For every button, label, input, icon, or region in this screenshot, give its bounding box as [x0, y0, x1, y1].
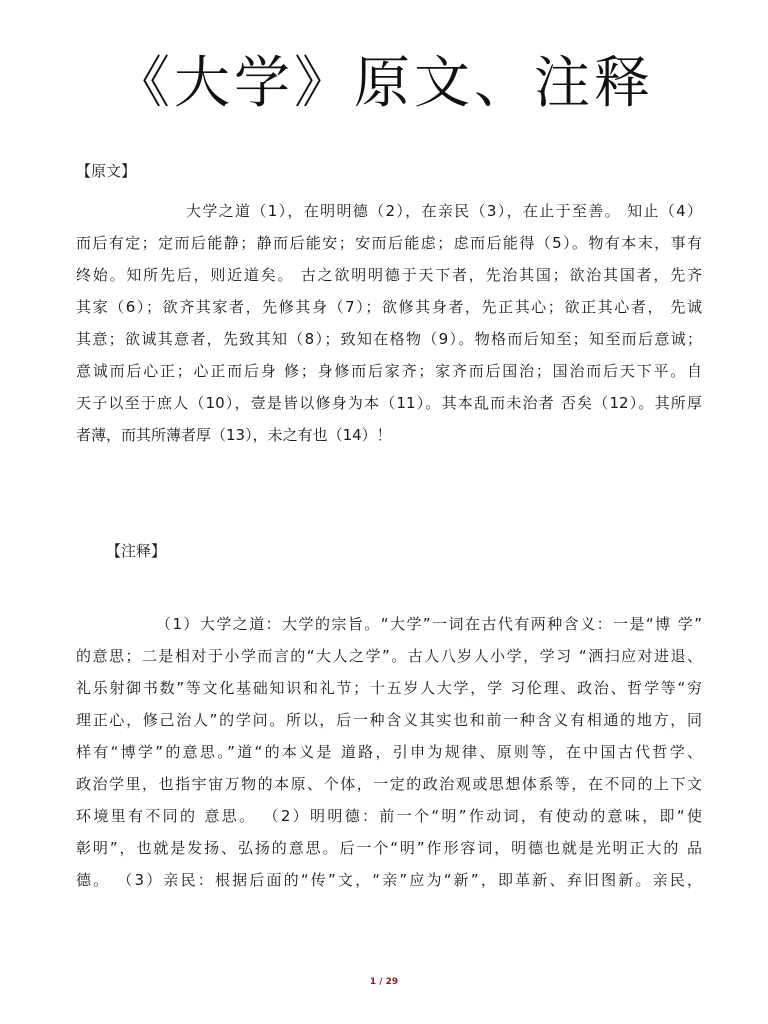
original-text [76, 195, 702, 451]
text-line: 而后有定；定而后能静；静而后能安；安而后能虑；虑而后能得（5）。物有本末，事有 [76, 234, 702, 252]
page-number: 1 / 29 [369, 977, 399, 987]
text-line: 样有“博学”的意思。”道“的本义是 道路，引申为规律、原则等，在中国古代哲学、 [76, 743, 702, 761]
text-line: （1）大学之道：大学的宗旨。“大学”一词在古代有两种含义：一是“博 学” [156, 615, 702, 633]
notes-text [76, 608, 702, 896]
section-heading-original: 【原文】 [76, 162, 137, 180]
text-line: 的意思；二是相对于小学而言的“大人之学”。古人八岁人小学，学习 “洒扫应对进退、 [76, 647, 702, 665]
text-line: 环境里有不同的 意思。 （2）明明德：前一个“明”作动词，有使动的意味，即“使 [76, 807, 702, 825]
text-line: 彰明”，也就是发扬、弘扬的意思。后一个“明”作形容词，明德也就是光明正大的 品 [76, 839, 702, 857]
text-line: 意诚而后心正；心正而后身 修；身修而后家齐；家齐而后国治；国治而后天下平。自 [76, 362, 702, 380]
text-line: 理正心，修己治人”的学问。所以，后一种含义其实也和前一种含义有相通的地方，同 [76, 711, 702, 729]
text-line: 天子以至于庶人（10），壹是皆以修身为本（11）。其本乱而未治者 否矣（12）。其所厚 [76, 394, 702, 412]
page-title: 《大学》原文、注释 [114, 51, 654, 116]
text-line: 大学之道（1），在明明德（2），在亲民（3），在止于至善。 知止（4） [186, 202, 702, 220]
text-line: 者薄，而其所薄者厚（13），未之有也（14）！ [76, 426, 392, 444]
text-line: 政治学里，也指宇宙万物的本原、个体，一定的政治观或思想体系等，在不同的上下文 [76, 775, 702, 793]
text-line: 终始。知所先后，则近道矣。 古之欲明明德于天下者，先治其国；欲治其国者，先齐 [76, 266, 702, 284]
text-line: 德。 （3）亲民：根据后面的“传”文，“亲”应为“新”，即革新、弃旧图新。亲民， [76, 871, 702, 889]
text-line: 其意；欲诚其意者，先致其知（8）；致知在格物（9）。物格而后知至；知至而后意诚； [76, 330, 702, 348]
section-heading-notes: 【注释】 [106, 542, 167, 560]
text-line: 礼乐射御书数”等文化基础知识和礼节；十五岁人大学，学 习伦理、政治、哲学等“穷 [76, 679, 702, 697]
text-line: 其家（6）；欲齐其家者，先修其身（7）；欲修其身者，先正其心；欲正其心者， 先诚 [76, 298, 702, 316]
